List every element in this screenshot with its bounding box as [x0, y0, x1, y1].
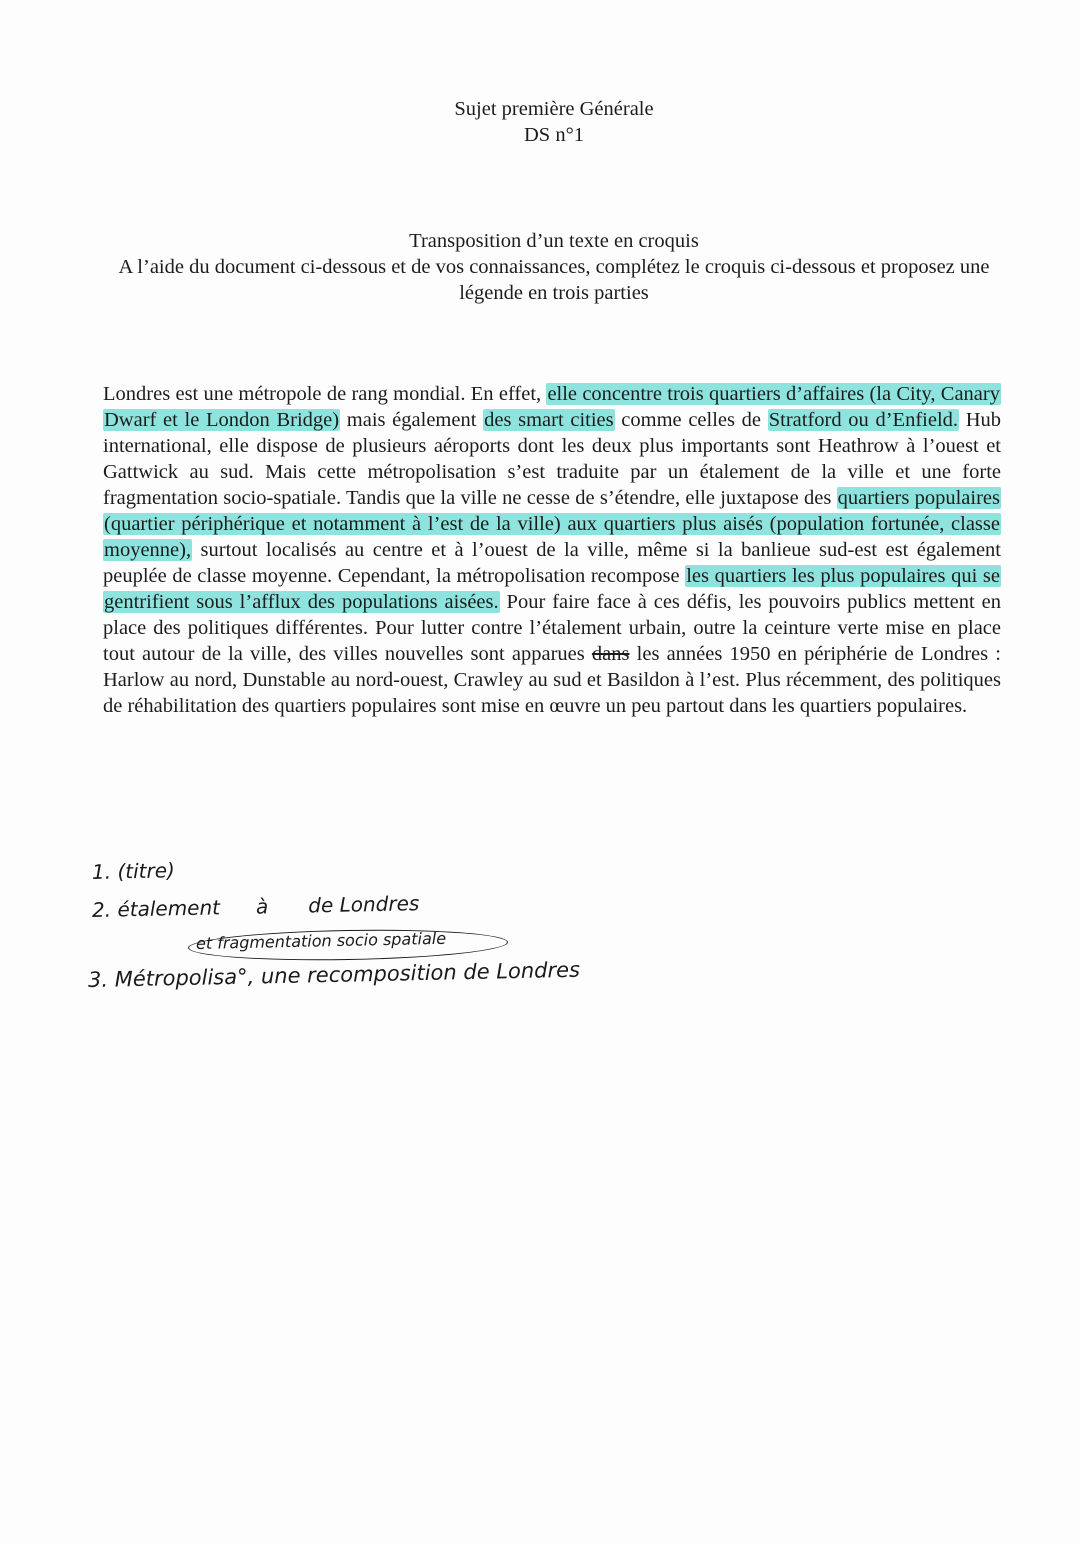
passage-text: surtout localisés au centre et à l’ouest de la ville, même si la banlieue sud-est est également peuplée de classe moyenne. Cependant, la métropolisation recompose	[103, 539, 1001, 587]
legend-item-2-part: à	[255, 894, 269, 919]
highlighted-text: les quartiers les plus populaires qui se gentrifient sous l’afflux des populations aisées.	[104, 565, 1000, 613]
legend-item-1: 1. (titre)	[91, 858, 176, 884]
highlighted-text: Stratford ou d’Enfield.	[768, 409, 959, 431]
legend-item-2	[92, 891, 420, 922]
passage-text: comme celles de	[614, 409, 768, 431]
passage-text: les années 1950 en périphérie de Londres : Harlow au nord, Dunstable au nord-ouest, Crawley au sud et Basildon à l’est. Plus récemment, des politiques de réhabilitation des quartiers populaires sont mise en œuvre un peu partout dans les quartiers populaires.	[103, 643, 1001, 717]
passage-text: Pour faire face à ces défis, les pouvoirs publics mettent en place des politiques différentes. Pour lutter contre l’étalement urbain, outre la ceinture verte mise en place tout autour de la ville, des villes nouvelles sont apparues	[103, 591, 1001, 665]
instructions-heading: Transposition d’un texte en croquis	[409, 230, 699, 252]
legend-item-3: 3. Métropolisa°, une recomposition de Londres	[87, 957, 581, 992]
document-title: Sujet première Générale	[454, 98, 654, 120]
highlighted-text: elle concentre trois quartiers d’affaires (la City, Canary Dwarf et le London Bridge)	[104, 383, 1000, 431]
legend-item-2-subtext: et fragmentation socio spatiale	[195, 928, 447, 953]
legend-item-2-part: de Londres	[307, 891, 420, 918]
document-subtitle: DS n°1	[523, 124, 585, 146]
struck-out-word: dans	[591, 643, 630, 665]
instructions-block	[90, 228, 1018, 306]
passage-text: mais également	[340, 409, 484, 431]
legend-item-2-part: 2. étalement	[91, 895, 221, 922]
passage-text: Londres est une métropole de rang mondial. En effet,	[103, 383, 547, 405]
source-text-paragraph	[103, 381, 1001, 719]
passage-text: Hub international, elle dispose de plusieurs aéroports dont les deux plus importants sont Heathrow à l’ouest et Gattwick au sud. Mais cette métropolisation s’est traduite par un étalement de la ville et une forte fragmentation socio-spatiale. Tandis que la ville ne cesse de s’étendre, elle juxtapose des	[103, 409, 1002, 509]
document-header	[0, 96, 1080, 148]
instructions-text: A l’aide du document ci-dessous et de vos connaissances, complétez le croquis ci-dessous et proposez une légende en trois parties	[118, 256, 990, 304]
highlighted-text: quartiers populaires (quartier périphérique et notamment à l’est de la ville) aux quartiers plus aisés (population fortunée, classe moyenne),	[104, 487, 1000, 561]
highlighted-text: des smart cities	[484, 409, 614, 431]
